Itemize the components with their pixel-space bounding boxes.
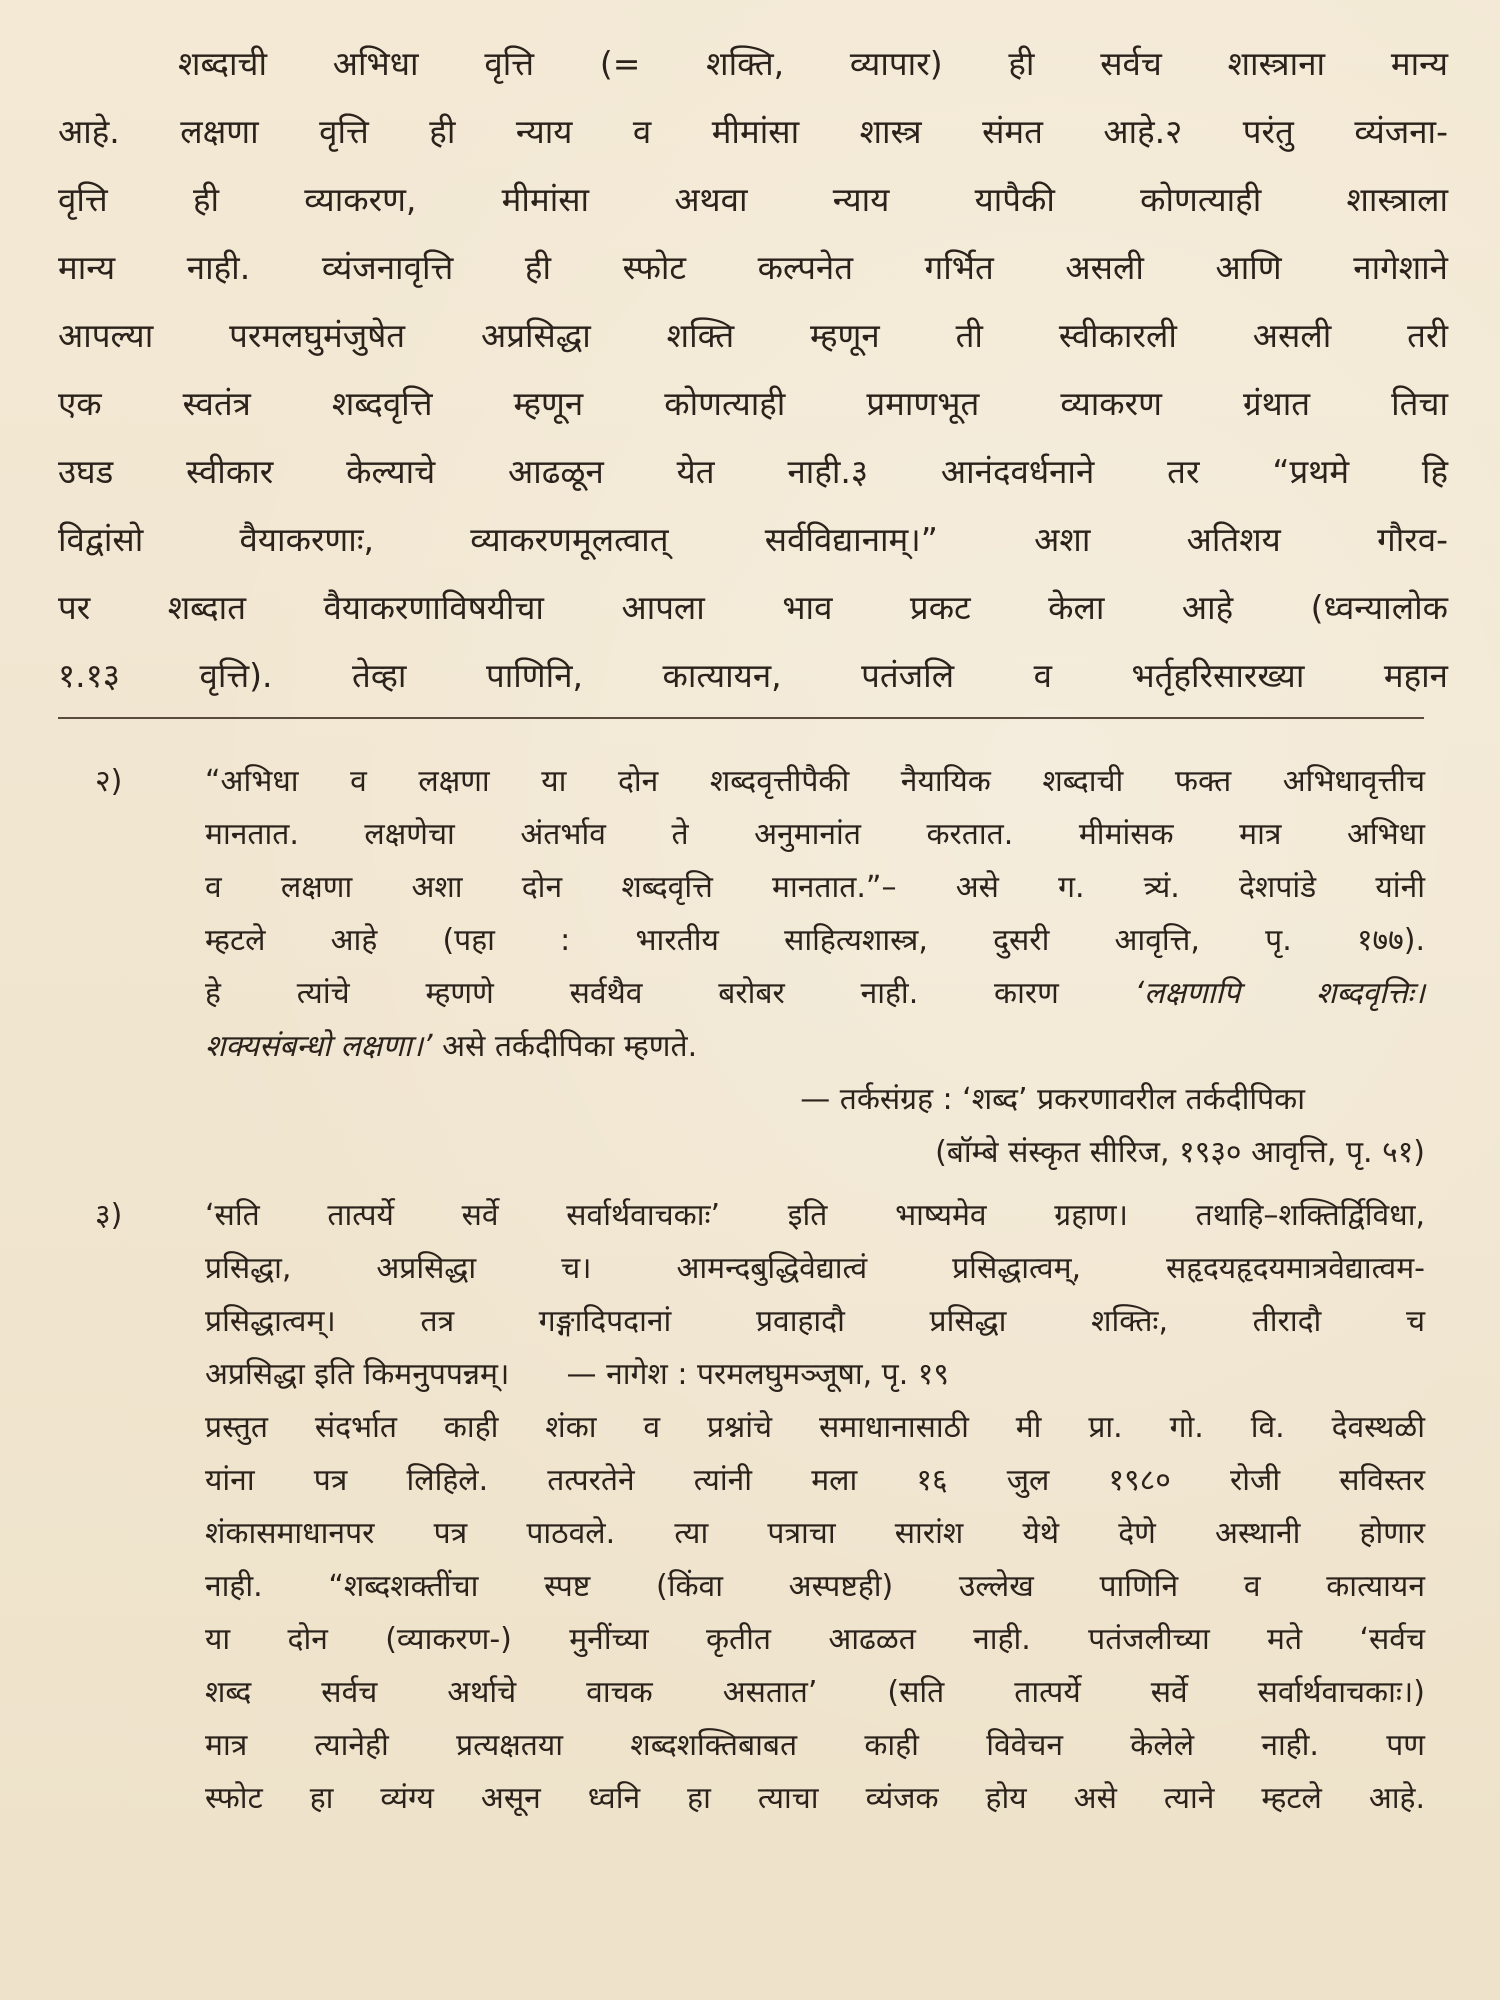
main-text-line: विद्वांसो वैयाकरणाः, व्याकरणमूलत्वात् सर्वविद्यानाम्।” अशा अतिशय गौरव-: [58, 520, 1448, 559]
italic-quote: शक्यसंबन्धो लक्षणा।’: [205, 1029, 433, 1064]
footnote-line: म्हटले आहे (पहा : भारतीय साहित्यशास्त्र, दुसरी आवृत्ति, पृ. १७७).: [205, 923, 1425, 958]
main-text-line: उघड स्वीकार केल्याचे आढळून येत नाही.३ आनंदवर्धनाने तर “प्रथमे हि: [58, 452, 1448, 491]
footnote-3: [95, 1189, 1425, 1825]
footnote-number: ३): [95, 1198, 123, 1233]
footnote-line: अप्रसिद्धा इति किमनुपपन्नम्। — नागेश : परमलघुमञ्जूषा, पृ. १९: [205, 1357, 949, 1392]
footnote-citation: — तर्कसंग्रह : ‘शब्द’ प्रकरणावरील तर्कदीपिका: [800, 1082, 1305, 1117]
main-paragraph: [58, 30, 1448, 710]
footnote-2: [95, 755, 1425, 1179]
footnote-line: प्रसिद्धा, अप्रसिद्धा च। आमन्दबुद्धिवेद्यात्वं प्रसिद्धात्वम्, सहृदयहृदयमात्रवेद्यात्वम-: [205, 1251, 1425, 1286]
main-text-line: वृत्ति ही व्याकरण, मीमांसा अथवा न्याय यापैकी कोणत्याही शास्त्राला: [58, 180, 1448, 219]
main-text-line: एक स्वतंत्र शब्दवृत्ति म्हणून कोणत्याही प्रमाणभूत व्याकरण ग्रंथात तिचा: [58, 384, 1448, 423]
footnote-line-text: हे त्यांचे म्हणणे सर्वथैव बरोबर नाही. कारण: [205, 976, 1059, 1011]
main-text-line: १.१३ वृत्ति). तेव्हा पाणिनि, कात्यायन, पतंजलि व भर्तृहरिसारख्या महान: [58, 656, 1448, 695]
footnote-line: [205, 967, 1425, 1020]
italic-quote: ‘लक्षणापि शब्दवृत्तिः।: [1134, 976, 1425, 1011]
footnote-line: स्फोट हा व्यंग्य असून ध्वनि हा त्याचा व्यंजक होय असे त्याने म्हटले आहे.: [205, 1781, 1425, 1816]
footnote-line: या दोन (व्याकरण-) मुनींच्या कृतीत आढळत नाही. पतंजलीच्या मते ‘सर्वच: [205, 1622, 1425, 1657]
footnote-line: [205, 1020, 1425, 1073]
footnote-line: व लक्षणा अशा दोन शब्दवृत्ति मानतात.”– असे ग. त्र्यं. देशपांडे यांनी: [205, 870, 1425, 905]
main-text-line: मान्य नाही. व्यंजनावृत्ति ही स्फोट कल्पनेत गर्भित असली आणि नागेशाने: [58, 248, 1448, 287]
footnote-gap: [95, 1179, 1425, 1189]
footnote-number: २): [95, 764, 123, 799]
footnote-line: नाही. “शब्दशक्तींचा स्पष्ट (किंवा अस्पष्टही) उल्लेख पाणिनि व कात्यायन: [205, 1569, 1425, 1604]
main-text-line: आहे. लक्षणा वृत्ति ही न्याय व मीमांसा शास्त्र संमत आहे.२ परंतु व्यंजना-: [58, 112, 1448, 151]
footnote-line: ‘सति तात्पर्ये सर्वे सर्वार्थवाचकाः’ इति भाष्यमेव ग्रहाण। तथाहि–शक्तिर्द्विविधा,: [205, 1198, 1425, 1233]
footnotes: [95, 755, 1425, 1825]
footnote-divider: [58, 717, 1424, 719]
main-text-line: पर शब्दात वैयाकरणाविषयीचा आपला भाव प्रकट केला आहे (ध्वन्यालोक: [58, 588, 1448, 627]
main-text-line: आपल्या परमलघुमंजुषेत अप्रसिद्धा शक्ति म्हणून ती स्वीकारली असली तरी: [58, 316, 1448, 355]
footnote-line: मानतात. लक्षणेचा अंतर्भाव ते अनुमानांत करतात. मीमांसक मात्र अभिधा: [205, 817, 1425, 852]
footnote-citation: (बॉम्बे संस्कृत सीरिज, १९३० आवृत्ति, पृ. ५१): [935, 1135, 1425, 1170]
footnote-line: यांना पत्र लिहिले. तत्परतेने त्यांनी मला १६ जुल १९८० रोजी सविस्तर: [205, 1463, 1425, 1498]
footnote-line: प्रसिद्धात्वम्। तत्र गङ्गादिपदानां प्रवाहादौ प्रसिद्धा शक्तिः, तीरादौ च: [205, 1304, 1425, 1339]
footnote-line: प्रस्तुत संदर्भात काही शंका व प्रश्नांचे समाधानासाठी मी प्रा. गो. वि. देवस्थळी: [205, 1410, 1425, 1445]
footnote-line: शंकासमाधानपर पत्र पाठवले. त्या पत्राचा सारांश येथे देणे अस्थानी होणार: [205, 1516, 1425, 1551]
footnote-line-text: असे तर्कदीपिका म्हणते.: [432, 1029, 698, 1064]
footnote-line: मात्र त्यानेही प्रत्यक्षतया शब्दशक्तिबाबत काही विवेचन केलेले नाही. पण: [205, 1728, 1425, 1763]
main-text-line: शब्दाची अभिधा वृत्ति (= शक्ति, व्यापार) ही सर्वच शास्त्राना मान्य: [178, 44, 1448, 83]
footnote-line: “अभिधा व लक्षणा या दोन शब्दवृत्तीपैकी नैयायिक शब्दाची फक्त अभिधावृत्तीच: [205, 764, 1425, 799]
footnote-line: शब्द सर्वच अर्थाचे वाचक असतात’ (सति तात्पर्ये सर्वे सर्वार्थवाचकाः।): [205, 1675, 1425, 1710]
